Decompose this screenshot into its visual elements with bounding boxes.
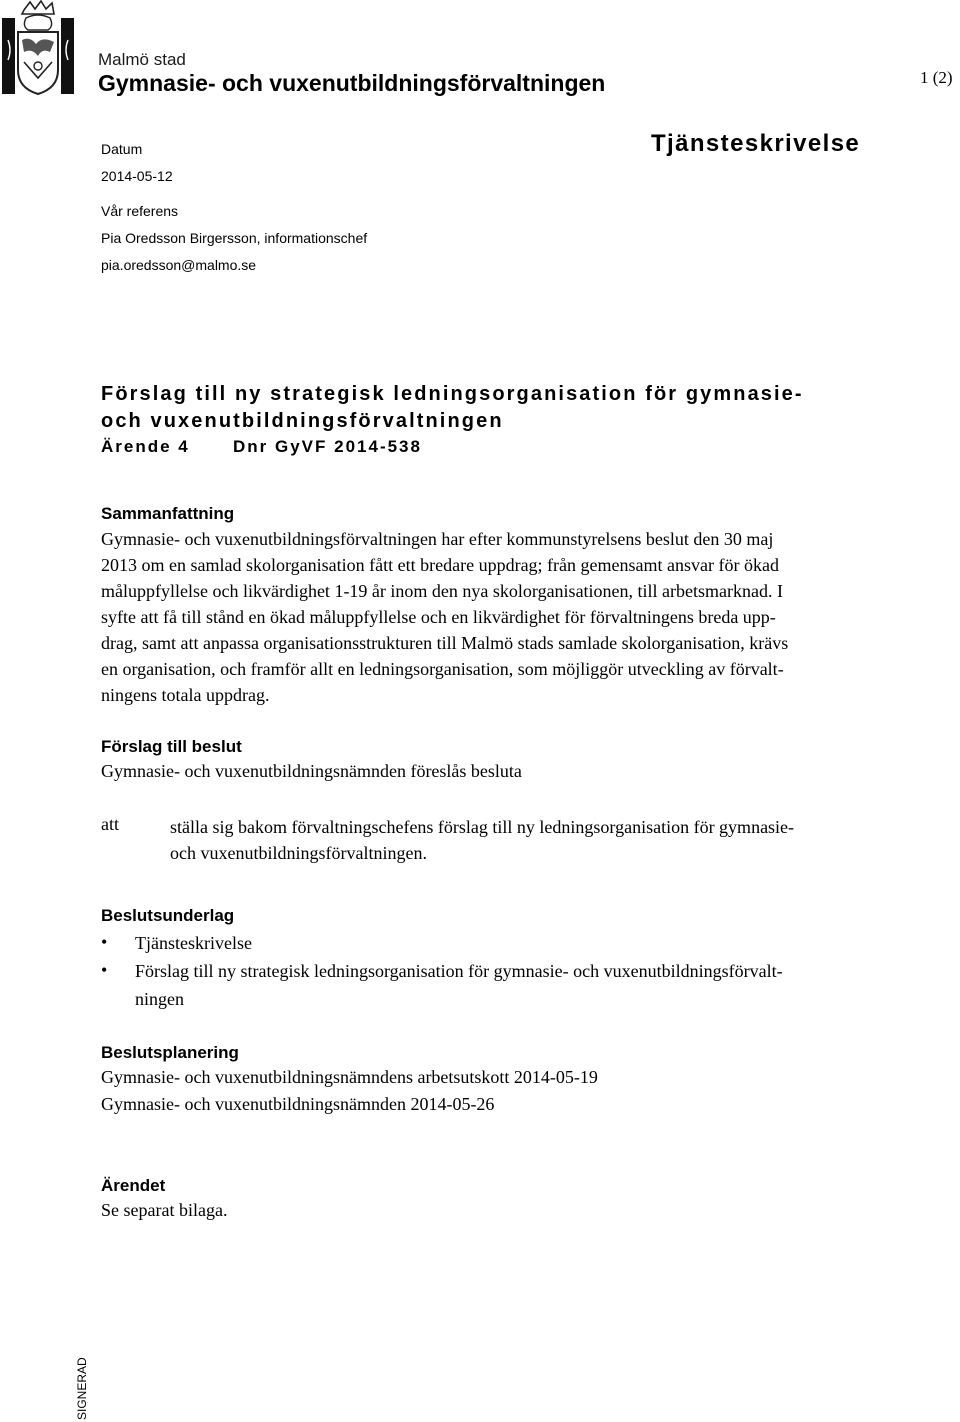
summary-text	[101, 526, 941, 708]
department-name: Gymnasie- och vuxenutbildningsförvaltningen	[98, 70, 606, 96]
summary-line: 2013 om en samlad skolorganisation fått ett bredare uppdrag; från gemensamt ansvar för ökad	[101, 555, 779, 575]
document-title-line: Förslag till ny strategisk ledningsorganisation för gymnasie-	[101, 383, 804, 405]
att-label: att	[101, 814, 119, 834]
date-value: 2014-05-12	[101, 168, 173, 184]
planning-line: Gymnasie- och vuxenutbildningsnämndens arbetsutskott 2014-05-19	[101, 1067, 598, 1087]
basis-heading: Beslutsunderlag	[101, 906, 235, 925]
reference-name: Pia Oredsson Birgersson, informationschef	[101, 230, 368, 246]
proposal-heading: Förslag till beslut	[101, 737, 242, 756]
case-label: Ärende 4	[101, 437, 190, 456]
summary-line: måluppfyllelse och likvärdighet 1-19 år inom den nya skolorganisationen, till arbetsmarknad. I	[101, 581, 783, 601]
basis-item-line: Förslag till ny strategisk ledningsorganisation för gymnasie- och vuxenutbildningsförvalt-	[135, 961, 783, 981]
matter-heading: Ärendet	[101, 1176, 166, 1195]
matter-text: Se separat bilaga.	[101, 1200, 228, 1220]
summary-heading: Sammanfattning	[101, 504, 235, 523]
att-line: och vuxenutbildningsförvaltningen.	[170, 843, 427, 863]
summary-line: en organisation, och framför allt en ledningsorganisation, som möjliggör utveckling av förvalt-	[101, 659, 784, 679]
date-label: Datum	[101, 141, 143, 157]
bullet-icon: •	[101, 960, 108, 980]
document-type: Tjänsteskrivelse	[651, 130, 861, 157]
summary-line: Gymnasie- och vuxenutbildningsförvaltningen har efter kommunstyrelsens beslut den 30 maj	[101, 529, 774, 549]
proposal-intro: Gymnasie- och vuxenutbildningsnämnden föreslås besluta	[101, 761, 522, 781]
org-name: Malmö stad	[98, 50, 186, 69]
case-dnr: Dnr GyVF 2014-538	[233, 437, 422, 456]
summary-line: drag, samt att anpassa organisationsstrukturen till Malmö stads samlade skolorganisation, krävs	[101, 633, 789, 653]
basis-item-line: Tjänsteskrivelse	[135, 933, 252, 953]
basis-item	[135, 957, 783, 1013]
document-title-line: och vuxenutbildningsförvaltningen	[101, 410, 504, 432]
att-line: ställa sig bakom förvaltningschefens förslag till ny ledningsorganisation för gymnasie-	[170, 817, 795, 837]
summary-line: ningens totala uppdrag.	[101, 685, 270, 705]
signed-stamp: SIGNERAD	[75, 1357, 89, 1420]
basis-item-line: ningen	[135, 989, 184, 1009]
page-number: 1 (2)	[920, 68, 953, 87]
reference-email: pia.oredsson@malmo.se	[101, 257, 257, 273]
planning-heading: Beslutsplanering	[101, 1043, 239, 1062]
case-line	[101, 437, 422, 457]
reference-label: Vår referens	[101, 203, 179, 219]
summary-line: syfte att få till stånd en ökad måluppfyllelse och en likvärdighet för förvaltningens breda upp-	[101, 607, 776, 627]
bullet-icon: •	[101, 932, 108, 952]
malmo-coat-of-arms-icon	[2, 0, 74, 96]
basis-item	[135, 929, 252, 957]
planning-line: Gymnasie- och vuxenutbildningsnämnden 2014-05-26	[101, 1094, 495, 1114]
att-text	[170, 814, 794, 866]
document-title	[101, 381, 804, 435]
